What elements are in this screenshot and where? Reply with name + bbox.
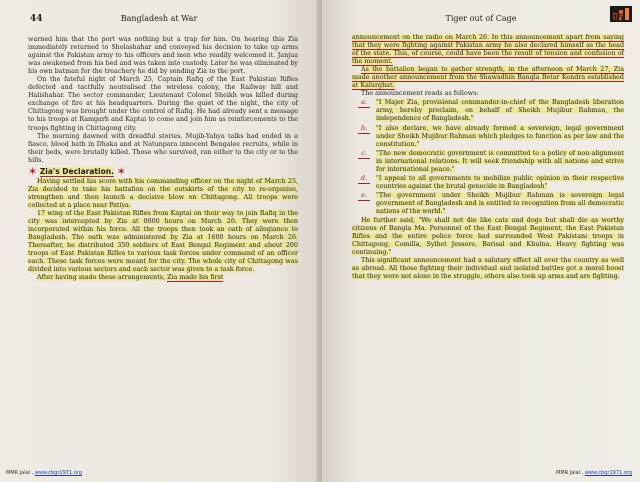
- star-mark-icon: ✶: [116, 164, 126, 178]
- list-item: e. "The government under Sheikh Mujibur Rahman is sovereign legal government of Bangladesh and is entitled to recognition from all democratic nations of the world.": [352, 192, 624, 216]
- section-heading: ✶ Zia's Declaration. ✶: [28, 164, 126, 178]
- list-item: d. "I appeal to all governments to mobilize public opinion in their respective countries against the brutal genocide in Bangladesh": [352, 175, 624, 191]
- left-running-head: Bangladesh at War: [120, 14, 198, 23]
- footer-credit: MMR Jalal , www.cbgr1971.org: [6, 470, 82, 476]
- left-page: [0, 0, 318, 482]
- list-item: c. "The new democratic government is committed to a policy of non-alignment in international relations. It will seek friendship with all nations and strive for international peace.": [352, 150, 624, 174]
- paragraph: This significant announcement had a salutary effect all over the country as well as abroad. All those fighting their individual and isolated battles got a moral boost that they were not alone in the struggle, others also took up arms and are fighting.: [352, 257, 624, 281]
- paragraph: As the battalion began to gather strength, in the afternoon of March 27, Zia made another announcement from the Shawadhin Bangla Betar Kendra established at Kalurghat.: [352, 66, 624, 90]
- paragraph: 17 wing of the East Pakistan Rifles from Kaptai on their way to join Rafiq in the city was intercepted by Zia at 0800 hours on March 26. They were then incorporated within his force. All the troops then took an oath of allegiance to Bangladesh. The oath was administered by Zia at 1600 hours on March 26. Thereafter, he distributed 350 soldiers of East Bengal Regiment and about 200 troops of East Pakistan Rifles to various task forces under command of an officer each. These task forces were meant for the city. The whole city of Chittagong was divided into various sectors and each sector was given to a task force.: [28, 209, 298, 274]
- list-item: b. "I also declare, we have already formed a sovereign, legal government under Sheikh Mujibur Rahman which pledges to function as per law and the constitution.": [352, 125, 624, 149]
- right-page: [322, 0, 640, 482]
- footer-link[interactable]: www.cbgr1971.org: [584, 470, 632, 476]
- footer-link[interactable]: www.cbgr1971.org: [34, 470, 82, 476]
- paragraph: The morning dawned with dreadful stories. Mujib-Yahya talks had ended in a fiasco, blood bath in Dhaka and at Natunpara innocent Bengalee recruits, while in their beds, were brutally killed. Those who survived, ran either to the city or to the hills.: [28, 132, 298, 164]
- paragraph: After having made these arrangements, Zia made his first: [37, 274, 224, 282]
- right-body-text: [352, 34, 624, 281]
- right-page-number: 45: [611, 14, 624, 24]
- left-body-text: [28, 36, 298, 282]
- footer-credit: MMR Jalal , www.cbgr1971.org: [556, 470, 632, 476]
- paragraph: announcement on the radio on March 26. In this announcement apart from saying that they were fighting against Pakistan army he also declared himself as the head of the state. This, of course, could have been the result of tension and confusion of the moment.: [352, 34, 624, 66]
- paragraph: warned him that the port was nothing but a trap for him. On hearing this Zia immediately returned to Sholashahar and conveyed his decision to take up arms against the Pakistan army to his officers and men who readily welcomed it. Janjua was awakened from his bed and was taken into custody. Later he was eliminated by his own batman for the treachery he did by sending Zia to the port.: [28, 36, 298, 76]
- list-item: a. "I Major Zia, provisional commander-in-chief of the Bangladesh liberation army, hereby proclaim, on behalf of Sheikh Mujibur Rahman, the independence of Bangladesh.": [352, 99, 624, 123]
- left-page-number: 44: [30, 14, 43, 24]
- paragraph: Having settled his score with his commanding officer on the night of March 25, Zia decided to take his battalion on the outskirts of the city to re-organise, strengthen and then launch a decisive blow on Chittagong. All troops were collected at a place near Patiya.: [28, 177, 298, 209]
- paragraph: The announcement reads as follows:: [361, 90, 479, 98]
- paragraph: On the fateful night of March 25, Captain Rafiq of the East Pakistan Rifles defected and tactfully neutralised the wireless colony, the Railway hill and Halishahar. The sector commander, Lieutenant Colonel Sheikh was killed during exchange of fire at his headquarters. During the quiet of the night, the city of Chittagong was brought under the control of Rafiq. He had already sent a message to his troops at Ramgarh and Kaptai to come and join him as reinforcements to the troops fighting in Chittagong city.: [28, 76, 298, 132]
- right-running-head: Tiger out of Cage: [445, 14, 517, 23]
- paragraph: He further said, "We shall not die like cats and dogs but shall die as worthy citizens of Bangla Ma. Personnel of the East Bengal Regiment, the East Pakistan Rifles and the entire police force had surrounded West Pakistani troops in Chittagong, Comilla, Sylhet Jessore, Barisal and Khulna. Heavy fighting was continuing.": [352, 217, 624, 257]
- star-mark-icon: ✶: [28, 164, 38, 178]
